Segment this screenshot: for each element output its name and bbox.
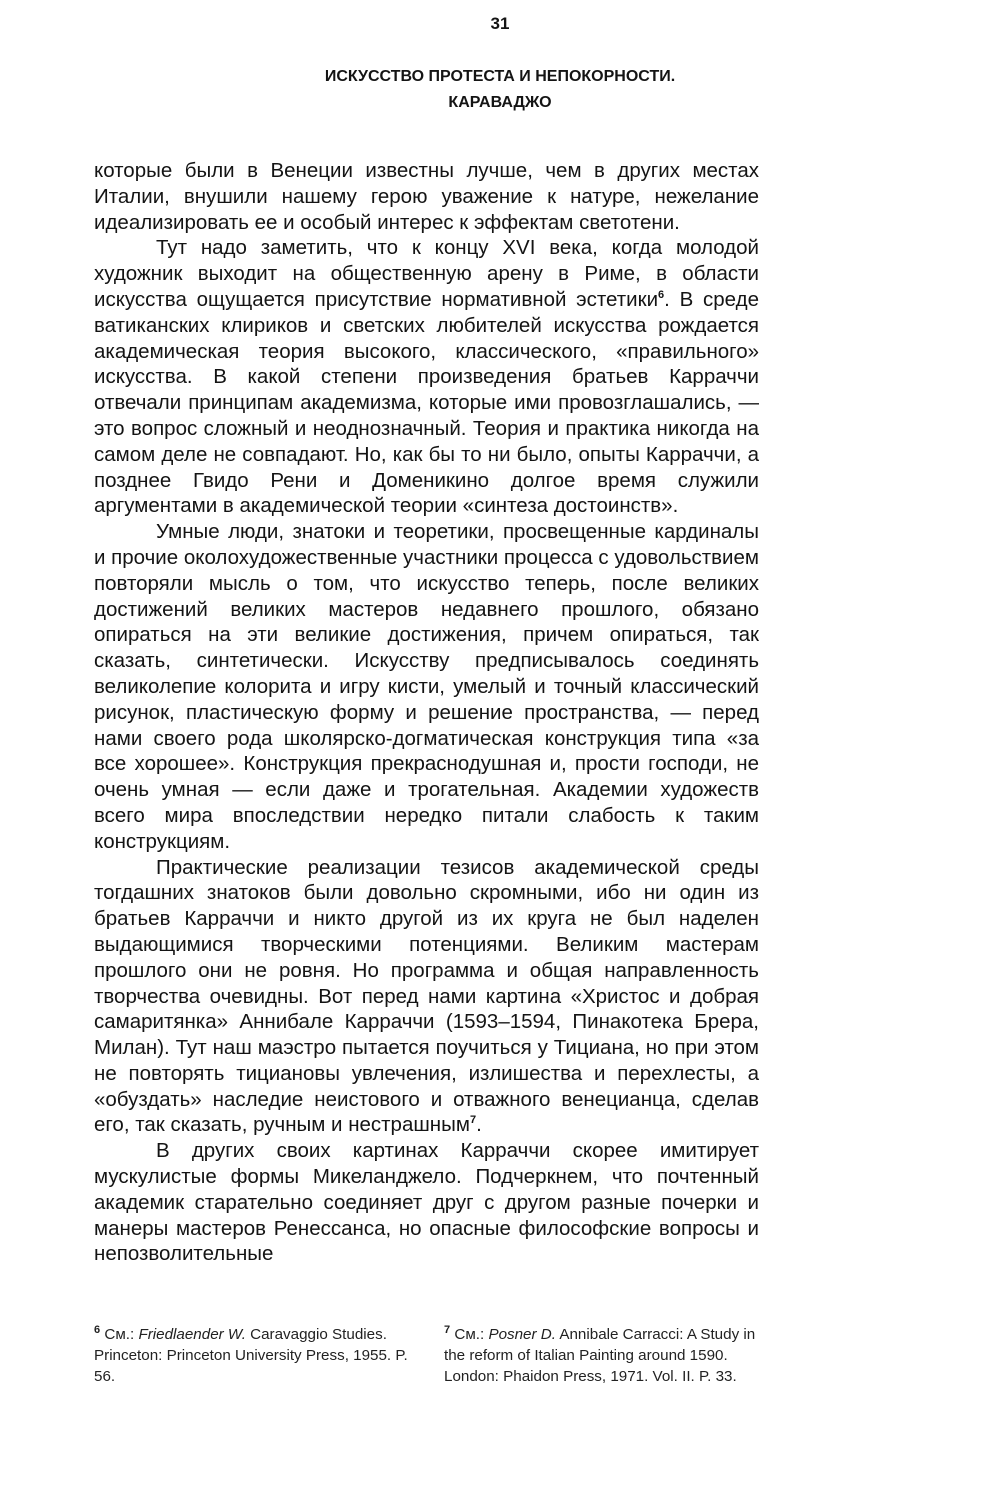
paragraph: [94, 158, 759, 235]
footnote-author: Posner D.: [488, 1326, 556, 1343]
paragraph: [94, 855, 759, 1139]
paragraph-text: Практические реализации тезисов академической среды тогдашних знатоков были довольно скромными, ибо ни один из братьев Карраччи и никто другой из их круга не был наделен выдающимися творческими потенциями. Великим мастерам прошлого они не ровня. Но программа и общая направленность творчества очевидны. Вот перед нами картина «Христос и добрая самаритянка» Аннибале Карраччи (1593–1594, Пинакотека Брера, Милан). Тут наш маэстро пытается поучиться у Тициана, но при этом не повторять тициановы увлечения, излишества и перехлесты, а «обуздать» наследие неистового и отважного венецианца, сделав его, так сказать, ручным и нестрашным: [94, 855, 759, 1137]
footnote-ref-6[interactable]: 6: [658, 289, 665, 302]
paragraph: [94, 235, 759, 519]
footnote-text: Caravaggio Studies. Princeton: Princeton University Press, 1955. P. 56.: [94, 1326, 408, 1385]
footnote-7: [444, 1324, 766, 1387]
footnote-ref-7[interactable]: 7: [469, 1114, 477, 1127]
footnote-number: 6: [94, 1323, 101, 1336]
paragraph-text: которые были в Венеции известны лучше, чем в других местах Италии, внушили нашему герою уважение к натуре, нежелание идеализировать ее и особый интерес к эффектам светотени.: [94, 159, 759, 234]
paragraph-text: Тут надо заметить, что к концу XVI века, когда молодой художник выходит на общественную арену в Риме, в области искусства ощущается присутствие нормативной эстетики: [94, 236, 759, 311]
paragraph-text: В других своих картинах Карраччи скорее имитирует мускулистые формы Микеланджело. Подчеркнем, что почтенный академик старательно соединяет друг с другом разные почерки и манеры мастеров Ренессанса, но опасные философские вопросы и непозволительные: [94, 1139, 759, 1266]
footnotes: [94, 1324, 766, 1387]
footnote-prefix: См.:: [454, 1326, 489, 1343]
paragraph-text: . В среде ватиканских клириков и светских любителей искусства рождается академическая теория высокого, классического, «правильного» искусства. В какой степени произведения братьев Карраччи отвечали принципам академизма, которые ими провозглашались, — это вопрос сложный и неоднозначный. Теория и практика никогда на самом деле не совпадают. Но, как бы то ни было, опыты Карраччи, а позднее Гвидо Рени и Доменикино долгое время служили аргументами в академической теории «синтеза достоинств».: [94, 287, 759, 518]
paragraph: [94, 1138, 759, 1267]
footnote-6: [94, 1324, 416, 1387]
paragraph: [94, 519, 759, 854]
running-head-line-2: КАРАВАДЖО: [448, 94, 552, 111]
footnote-number: 7: [444, 1323, 451, 1336]
body-text: [94, 158, 759, 1267]
footnote-prefix: См.:: [104, 1326, 139, 1343]
page-number: 31: [490, 14, 510, 33]
paragraph-text: .: [476, 1113, 482, 1137]
footnote-text: Annibale Carracci: A Study in the reform of Italian Painting around 1590. London: Phaidon Press, 1971. Vol. II. P. 33.: [444, 1326, 756, 1385]
running-head: [0, 64, 1000, 116]
running-head-line-1: ИСКУССТВО ПРОТЕСТА И НЕПОКОРНОСТИ.: [324, 68, 676, 85]
footnote-author: Friedlaender W.: [138, 1326, 246, 1343]
paragraph-text: Умные люди, знатоки и теоретики, просвещенные кардиналы и прочие околохудожественные участники процесса с удовольствием повторяли мысль о том, что искусство теперь, после великих достижений великих мастеров недавнего прошлого, обязано опираться на эти великие достижения, причем опираться, так сказать, синтетически. Искусству предписывалось соединять великолепие колорита и игру кисти, умелый и точный классический рисунок, пластическую форму и решение пространства, — перед нами своего рода школярско-догматическая конструкция типа «за все хорошее». Конструкция прекраснодушная и, прости господи, не очень умная — если даже и трогательная. Академии художеств всего мира впоследствии нередко питали слабость к таким конструкциям.: [94, 520, 759, 853]
